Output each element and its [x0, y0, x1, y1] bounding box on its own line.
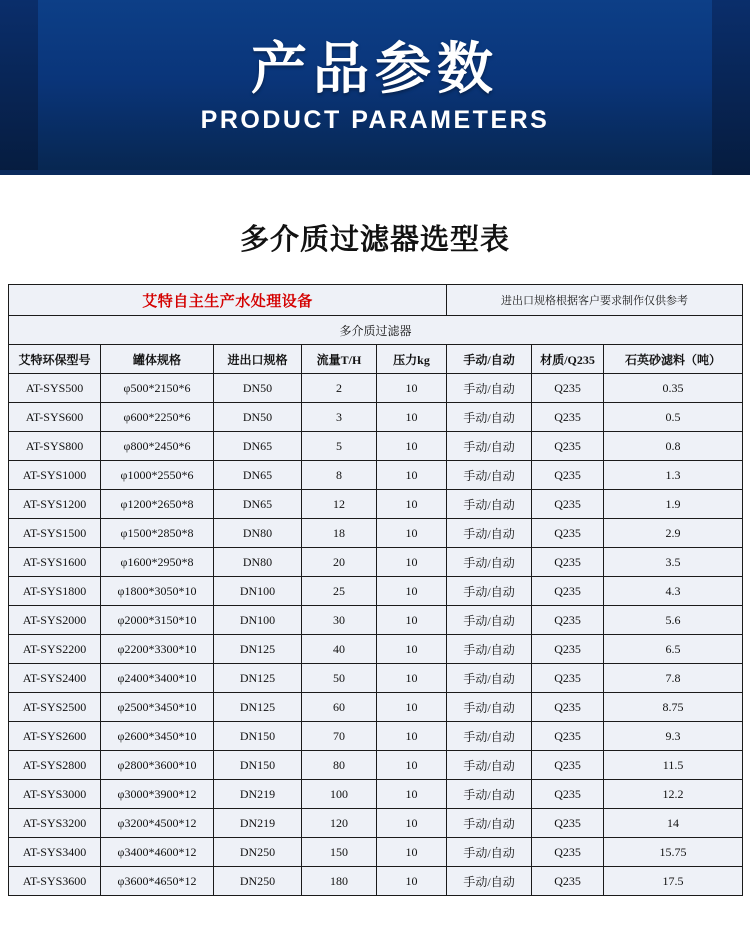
table-cell: φ800*2450*6 — [101, 432, 214, 461]
table-cell: Q235 — [532, 403, 604, 432]
table-cell: AT-SYS2500 — [9, 693, 101, 722]
column-header: 石英砂滤料（吨） — [604, 345, 743, 374]
table-row-subtitle — [9, 316, 743, 345]
table-cell: 手动/自动 — [447, 519, 532, 548]
table-cell: DN80 — [214, 548, 302, 577]
table-cell: Q235 — [532, 519, 604, 548]
table-row — [9, 751, 743, 780]
table-cell: 50 — [302, 664, 377, 693]
banner-title-cn: 产品参数 — [251, 36, 499, 100]
table-cell: AT-SYS600 — [9, 403, 101, 432]
table-cell: Q235 — [532, 664, 604, 693]
table-cell: 5.6 — [604, 606, 743, 635]
table-cell: DN100 — [214, 606, 302, 635]
table-cell: 10 — [377, 780, 447, 809]
table-cell: 手动/自动 — [447, 606, 532, 635]
table-cell: φ2000*3150*10 — [101, 606, 214, 635]
table-cell: Q235 — [532, 432, 604, 461]
table-cell: AT-SYS3200 — [9, 809, 101, 838]
table-row — [9, 722, 743, 751]
banner-title-en: PRODUCT PARAMETERS — [200, 106, 550, 135]
table-cell: Q235 — [532, 867, 604, 896]
spec-table — [8, 284, 743, 896]
table-cell: 手动/自动 — [447, 577, 532, 606]
table-cell: 10 — [377, 548, 447, 577]
table-cell: DN219 — [214, 780, 302, 809]
table-cell: AT-SYS2000 — [9, 606, 101, 635]
table-cell: 手动/自动 — [447, 635, 532, 664]
table-cell: 0.8 — [604, 432, 743, 461]
table-cell: φ1800*3050*10 — [101, 577, 214, 606]
table-row — [9, 374, 743, 403]
table-cell: AT-SYS3600 — [9, 867, 101, 896]
table-cell: DN250 — [214, 867, 302, 896]
table-row — [9, 519, 743, 548]
table-cell: Q235 — [532, 635, 604, 664]
table-cell: φ600*2250*6 — [101, 403, 214, 432]
table-cell: φ1600*2950*8 — [101, 548, 214, 577]
table-cell: Q235 — [532, 751, 604, 780]
table-cell: 手动/自动 — [447, 548, 532, 577]
table-cell: 10 — [377, 432, 447, 461]
table-cell: DN65 — [214, 432, 302, 461]
table-cell: Q235 — [532, 461, 604, 490]
table-cell: AT-SYS1500 — [9, 519, 101, 548]
table-cell: 手动/自动 — [447, 664, 532, 693]
table-cell: φ1000*2550*6 — [101, 461, 214, 490]
table-cell: DN80 — [214, 519, 302, 548]
table-cell: 5 — [302, 432, 377, 461]
table-cell: 70 — [302, 722, 377, 751]
table-cell: 0.35 — [604, 374, 743, 403]
column-header: 罐体规格 — [101, 345, 214, 374]
table-cell: AT-SYS1200 — [9, 490, 101, 519]
table-cell: 10 — [377, 693, 447, 722]
table-cell: 3 — [302, 403, 377, 432]
table-cell: 8 — [302, 461, 377, 490]
table-cell: AT-SYS2200 — [9, 635, 101, 664]
table-cell: AT-SYS800 — [9, 432, 101, 461]
table-row — [9, 548, 743, 577]
table-cell: DN219 — [214, 809, 302, 838]
table-cell: 10 — [377, 403, 447, 432]
table-cell: 手动/自动 — [447, 374, 532, 403]
table-cell: AT-SYS3400 — [9, 838, 101, 867]
table-cell: 手动/自动 — [447, 432, 532, 461]
table-cell: 180 — [302, 867, 377, 896]
table-cell: Q235 — [532, 809, 604, 838]
table-cell: 20 — [302, 548, 377, 577]
table-cell: 10 — [377, 577, 447, 606]
table-cell: 2 — [302, 374, 377, 403]
table-cell: DN125 — [214, 664, 302, 693]
table-cell: 手动/自动 — [447, 403, 532, 432]
table-cell: 8.75 — [604, 693, 743, 722]
table-cell: φ1200*2650*8 — [101, 490, 214, 519]
table-cell: 7.8 — [604, 664, 743, 693]
table-cell: 10 — [377, 606, 447, 635]
spec-table-body — [9, 285, 743, 896]
table-row — [9, 867, 743, 896]
table-header-row — [9, 345, 743, 374]
table-cell: 10 — [377, 461, 447, 490]
table-row — [9, 838, 743, 867]
table-cell: 10 — [377, 635, 447, 664]
column-header: 流量T/H — [302, 345, 377, 374]
table-cell: DN65 — [214, 490, 302, 519]
table-cell: 手动/自动 — [447, 693, 532, 722]
spec-table-wrapper — [0, 284, 750, 916]
table-row — [9, 432, 743, 461]
table-cell: Q235 — [532, 548, 604, 577]
table-cell: φ500*2150*6 — [101, 374, 214, 403]
table-row — [9, 403, 743, 432]
table-cell: 14 — [604, 809, 743, 838]
table-cell: AT-SYS3000 — [9, 780, 101, 809]
table-cell: 30 — [302, 606, 377, 635]
table-row — [9, 490, 743, 519]
table-cell: 手动/自动 — [447, 867, 532, 896]
table-cell: AT-SYS2800 — [9, 751, 101, 780]
table-cell: 手动/自动 — [447, 780, 532, 809]
table-cell: DN150 — [214, 722, 302, 751]
table-cell: 40 — [302, 635, 377, 664]
table-cell: 手动/自动 — [447, 838, 532, 867]
brand-line: 艾特自主生产水处理设备 — [9, 285, 447, 316]
table-cell: AT-SYS1800 — [9, 577, 101, 606]
table-cell: DN125 — [214, 635, 302, 664]
banner-bottom-rule — [0, 170, 750, 175]
table-cell: 0.5 — [604, 403, 743, 432]
table-cell: φ2600*3450*10 — [101, 722, 214, 751]
table-cell: Q235 — [532, 374, 604, 403]
table-subtitle: 多介质过滤器 — [9, 316, 743, 345]
table-cell: 手动/自动 — [447, 809, 532, 838]
table-cell: 10 — [377, 519, 447, 548]
table-cell: 60 — [302, 693, 377, 722]
table-cell: φ2400*3400*10 — [101, 664, 214, 693]
column-header: 手动/自动 — [447, 345, 532, 374]
table-cell: 9.3 — [604, 722, 743, 751]
table-cell: 1.9 — [604, 490, 743, 519]
column-header: 材质/Q235 — [532, 345, 604, 374]
table-cell: AT-SYS1600 — [9, 548, 101, 577]
table-cell: 10 — [377, 490, 447, 519]
table-cell: 15.75 — [604, 838, 743, 867]
table-cell: 1.3 — [604, 461, 743, 490]
column-header: 艾特环保型号 — [9, 345, 101, 374]
table-cell: DN50 — [214, 374, 302, 403]
table-cell: φ2800*3600*10 — [101, 751, 214, 780]
table-cell: AT-SYS2600 — [9, 722, 101, 751]
table-cell: 10 — [377, 374, 447, 403]
table-cell: 120 — [302, 809, 377, 838]
table-cell: 25 — [302, 577, 377, 606]
table-cell: 手动/自动 — [447, 461, 532, 490]
table-cell: DN125 — [214, 693, 302, 722]
banner-content — [0, 0, 750, 175]
table-cell: 2.9 — [604, 519, 743, 548]
table-cell: AT-SYS2400 — [9, 664, 101, 693]
table-cell: 10 — [377, 838, 447, 867]
table-cell: 150 — [302, 838, 377, 867]
page-banner — [0, 0, 750, 175]
table-cell: 3.5 — [604, 548, 743, 577]
table-cell: φ3200*4500*12 — [101, 809, 214, 838]
table-cell: 手动/自动 — [447, 490, 532, 519]
table-cell: 12.2 — [604, 780, 743, 809]
table-cell: DN250 — [214, 838, 302, 867]
brand-note: 进出口规格根据客户要求制作仅供参考 — [447, 285, 743, 316]
table-cell: φ3000*3900*12 — [101, 780, 214, 809]
table-cell: DN65 — [214, 461, 302, 490]
table-cell: 100 — [302, 780, 377, 809]
table-cell: φ3600*4650*12 — [101, 867, 214, 896]
table-cell: 4.3 — [604, 577, 743, 606]
table-cell: Q235 — [532, 722, 604, 751]
table-row — [9, 693, 743, 722]
table-cell: φ3400*4600*12 — [101, 838, 214, 867]
table-cell: 18 — [302, 519, 377, 548]
table-cell: 17.5 — [604, 867, 743, 896]
table-cell: AT-SYS500 — [9, 374, 101, 403]
table-cell: DN50 — [214, 403, 302, 432]
table-cell: 手动/自动 — [447, 751, 532, 780]
table-cell: 10 — [377, 751, 447, 780]
table-cell: Q235 — [532, 490, 604, 519]
table-cell: 11.5 — [604, 751, 743, 780]
table-cell: Q235 — [532, 606, 604, 635]
table-row — [9, 780, 743, 809]
table-cell: 80 — [302, 751, 377, 780]
table-row-brand — [9, 285, 743, 316]
table-cell: Q235 — [532, 693, 604, 722]
table-row — [9, 461, 743, 490]
column-header: 压力kg — [377, 345, 447, 374]
table-cell: Q235 — [532, 838, 604, 867]
table-row — [9, 577, 743, 606]
table-cell: 10 — [377, 722, 447, 751]
table-cell: Q235 — [532, 780, 604, 809]
page-title: 多介质过滤器选型表 — [239, 224, 510, 256]
table-cell: Q235 — [532, 577, 604, 606]
table-cell: 6.5 — [604, 635, 743, 664]
table-cell: 10 — [377, 867, 447, 896]
table-row — [9, 606, 743, 635]
table-cell: 10 — [377, 664, 447, 693]
table-cell: 12 — [302, 490, 377, 519]
table-cell: φ2500*3450*10 — [101, 693, 214, 722]
table-cell: φ2200*3300*10 — [101, 635, 214, 664]
table-cell: 10 — [377, 809, 447, 838]
table-cell: AT-SYS1000 — [9, 461, 101, 490]
table-row — [9, 635, 743, 664]
table-cell: DN100 — [214, 577, 302, 606]
table-cell: 手动/自动 — [447, 722, 532, 751]
table-cell: DN150 — [214, 751, 302, 780]
table-row — [9, 664, 743, 693]
column-header: 进出口规格 — [214, 345, 302, 374]
table-cell: φ1500*2850*8 — [101, 519, 214, 548]
table-row — [9, 809, 743, 838]
